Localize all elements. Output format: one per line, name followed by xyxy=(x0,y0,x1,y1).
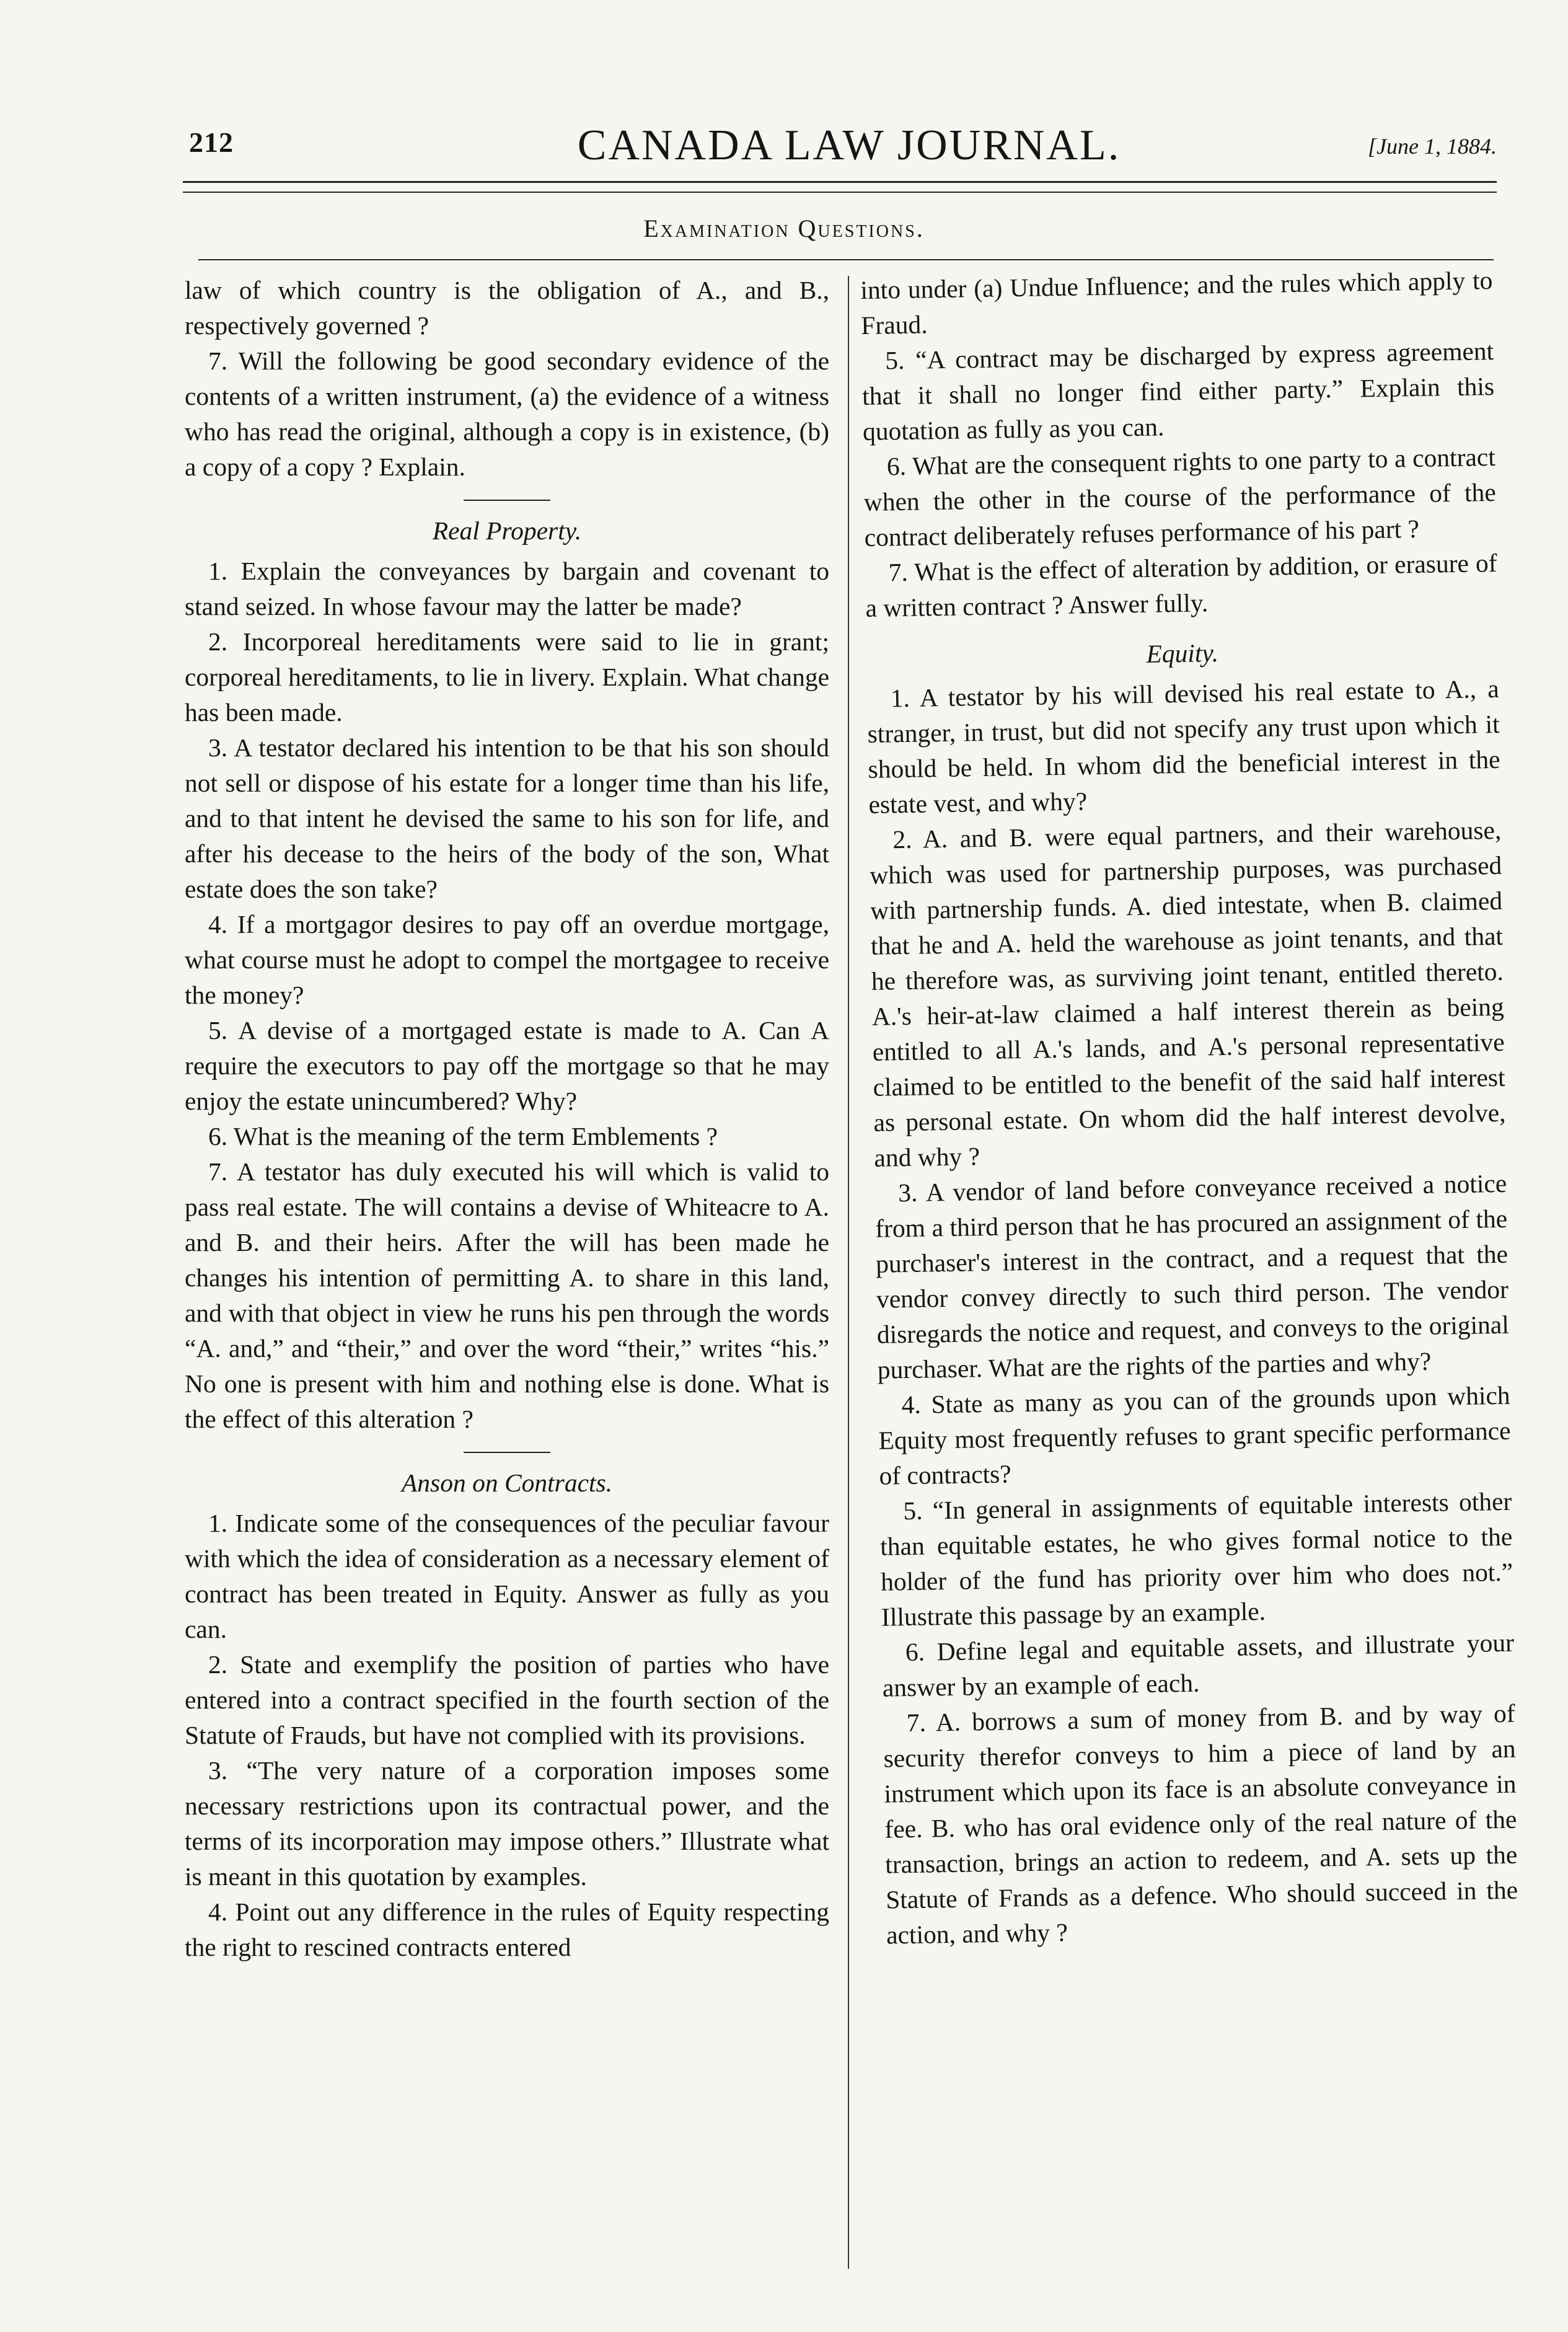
equity-question-4: 4. State as many as you can of the grounds upon which Equity most frequently refuses to grant specific performance of contracts? xyxy=(878,1380,1511,1490)
section-title: Examination Questions. xyxy=(643,214,925,242)
anson-question-2: 2. State and exemplify the position of parties who have entered into a contract specified in the fourth section of the Statute of Frauds, but have not complied with its provisions. xyxy=(185,1650,829,1749)
anson-question-5: 5. “A contract may be discharged by express agreement that it shall no longer find either party.” Explain this quotation as fully as you can. xyxy=(861,336,1495,446)
real-property-question-2: 2. Incorporeal hereditaments were said to lie in grant; corporeal hereditaments, to lie in livery. Explain. What change has been made. xyxy=(185,627,829,727)
section-divider xyxy=(464,1452,550,1453)
anson-question-6: 6. What are the consequent rights to one party to a contract when the other in the course of the performance of the contract deliberately refuses performance of his part ? xyxy=(863,442,1497,552)
section-divider xyxy=(464,500,550,501)
equity-question-3: 3. A vendor of land before conveyance received a notice from a third person that he has procured an assignment of the purchaser's interest in the contract, and a request that the vendor convey directly to such third person. The vendor disregards the notice and request, and conveys to the original purchaser. What are the rights of the parties and why? xyxy=(874,1168,1510,1384)
equity-question-6: 6. Define legal and equitable assets, and illustrate your answer by an example of each. xyxy=(882,1628,1515,1702)
anson-heading: Anson on Contracts. xyxy=(401,1469,613,1497)
real-property-question-4: 4. If a mortgagor desires to pay off an overdue mortgage, what course must he adopt to compel the mortgagee to receive the money? xyxy=(185,910,829,1009)
page-number: 212 xyxy=(189,126,234,158)
real-property-question-1: 1. Explain the conveyances by bargain and covenant to stand seized. In whose favour may the latter be made? xyxy=(185,557,829,621)
header-double-rule xyxy=(183,181,1497,193)
continued-question: law of which country is the obligation of A., and B., respectively governed ? xyxy=(185,276,829,340)
anson-question-4-continued: into under (a) Undue Influence; and the rules which apply to Fraud. xyxy=(860,265,1493,340)
equity-question-2: 2. A. and B. were equal partners, and their warehouse, which was used for partnership purposes, was purchased with partnership funds. A. died intestate, when B. claimed that he and A. held the warehouse as joint tenants, and that he therefore was, as surviving joint tenant, entitled thereto. A.'s heir-at-law claimed a half interest therein as being entitled to all A.'s lands, and A.'s personal representative claimed to be entitled to the benefit of the said half interest as personal estate. On whom did the half interest devolve, and why ? xyxy=(869,815,1506,1172)
real-property-question-3: 3. A testator declared his intention to be that his son should not sell or dispose of his estate for a longer time than his life, and to that intent he devised the same to his son for life, and after his decease to the heirs of the body of the son, What estate does the son take? xyxy=(185,733,829,903)
page-header xyxy=(189,121,1509,177)
evidence-question-7: 7. Will the following be good secondary evidence of the contents of a written instrument, (a) the evidence of a witness who has read the original, although a copy is in existence, (b) a copy of a copy ? Explain. xyxy=(185,347,829,481)
section-rule xyxy=(198,259,1494,260)
equity-question-7: 7. A. borrows a sum of money from B. and by way of security therefor conveys to him a piece of land by an instrument which upon its face is an absolute conveyance in fee. B. who has oral evidence only of the real nature of the transaction, brings an action to redeem, and A. sets up the Statute of Frands as a defence. Who should succeed in the action, and why ? xyxy=(883,1698,1518,1950)
equity-question-5: 5. “In general in assignments of equitable interests other than equitable estates, he who gives formal notice to the holder of the fund has priority over him who does not.” Illustrate this passage by an example. xyxy=(879,1486,1513,1632)
equity-question-1: 1. A testator by his will devised his real estate to A., a stranger, in trust, but did not specify any trust upon which it should be held. In whom did the beneficial interest in the estate vest, and why? xyxy=(867,674,1500,819)
journal-title: CANADA LAW JOURNAL. xyxy=(577,121,1121,169)
anson-question-3: 3. “The very nature of a corporation imposes some necessary restrictions upon its contractual power, and the terms of its incorporation may impose others.” Illustrate what is meant in this quotation by examples. xyxy=(185,1756,829,1891)
equity-heading: Equity. xyxy=(1146,638,1219,668)
column-divider xyxy=(848,276,849,2269)
anson-question-1: 1. Indicate some of the consequences of the peculiar favour with which the idea of consideration as a necessary element of contract has been treated in Equity. Answer as fully as you can. xyxy=(185,1509,829,1643)
real-property-heading: Real Property. xyxy=(432,516,582,545)
anson-question-7: 7. What is the effect of alteration by addition, or erasure of a written contract ? Answer fully. xyxy=(865,548,1497,622)
left-column xyxy=(185,273,829,1965)
issue-date: [June 1, 1884. xyxy=(1368,134,1497,159)
real-property-question-7: 7. A testator has duly executed his will which is valid to pass real estate. The will contains a devise of Whiteacre to A. and B. and their heirs. After the will has been made he changes his intention of permitting A. to share in this land, and with that object in view he runs his pen through the words “A. and,” and “their,” and over the word “their,” writes “his.” No one is present with him and nothing else is done. What is the effect of this alteration ? xyxy=(185,1157,829,1433)
anson-question-4: 4. Point out any difference in the rules of Equity respecting the right to rescined contracts entered xyxy=(185,1897,829,1961)
right-column xyxy=(860,263,1518,1953)
real-property-question-6: 6. What is the meaning of the term Emblements ? xyxy=(208,1122,718,1151)
real-property-question-5: 5. A devise of a mortgaged estate is made to A. Can A require the executors to pay off the mortgage so that he may enjoy the estate unincumbered? Why? xyxy=(185,1016,829,1115)
